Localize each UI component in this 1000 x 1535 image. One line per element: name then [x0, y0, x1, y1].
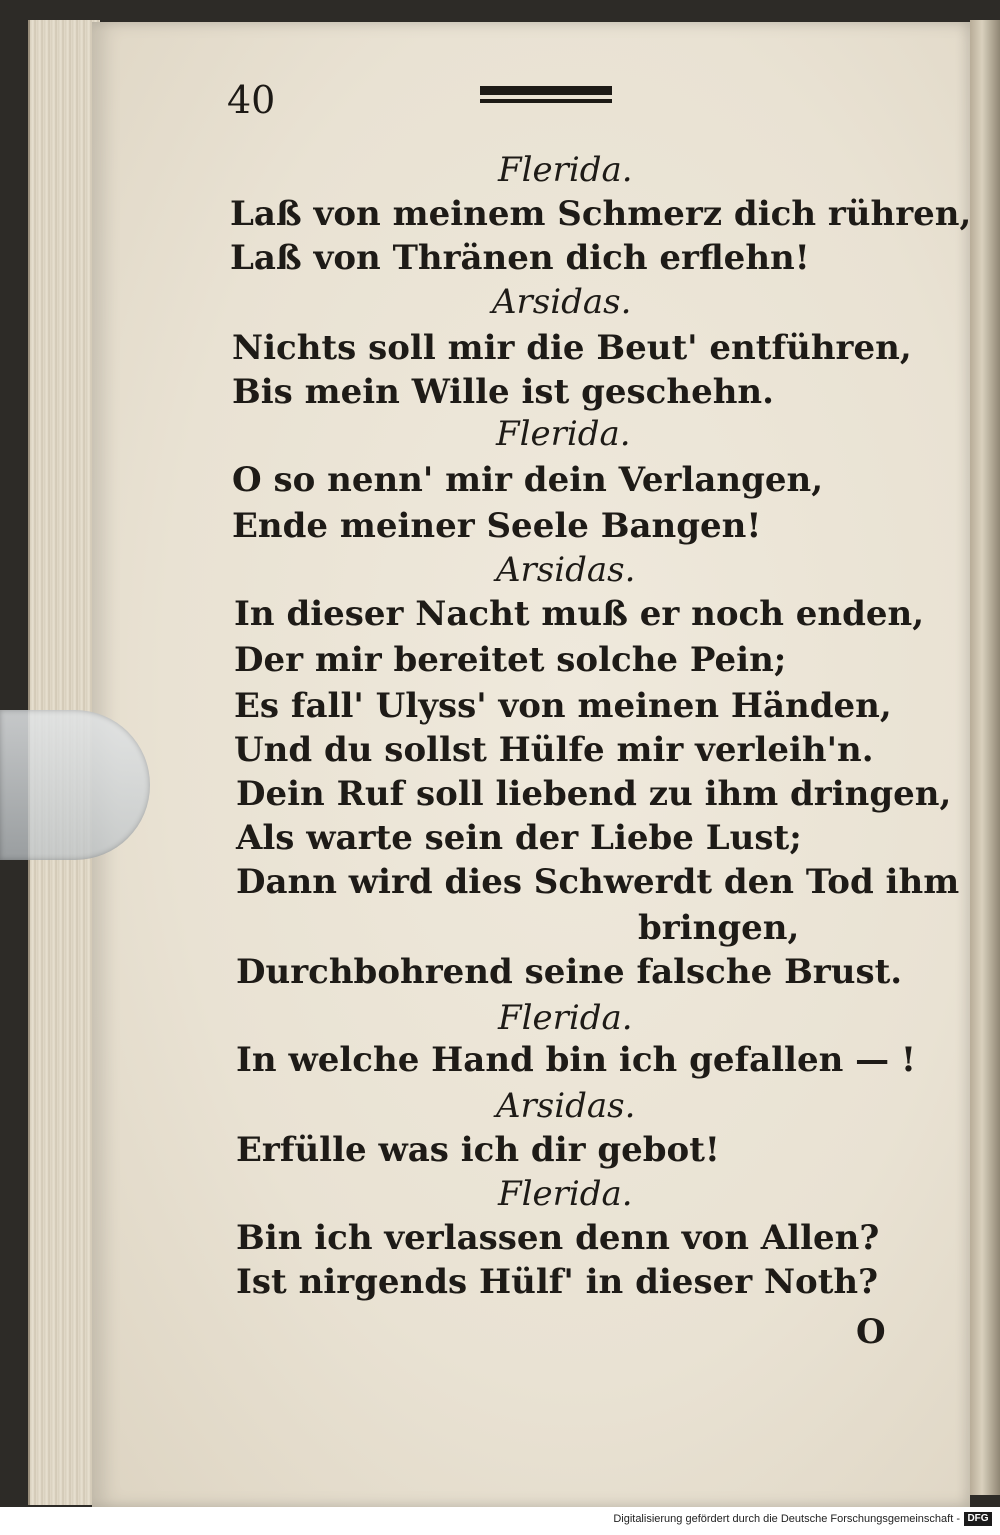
speaker-name: Arsidas. [492, 282, 632, 322]
verse-line: Bin ich verlassen denn von Allen? [236, 1218, 880, 1258]
verse-line: Und du sollst Hülfe mir verleih'n. [234, 730, 874, 770]
verse-line: Bis mein Wille ist geschehn. [232, 372, 774, 412]
verse-line: Dein Ruf soll liebend zu ihm dringen, [236, 774, 952, 814]
verse-line: Der mir bereitet solche Pein; [234, 640, 787, 680]
speaker-name: Arsidas. [496, 550, 636, 590]
speaker-name: Arsidas. [496, 1086, 636, 1126]
verse-line: Ist nirgends Hülf' in dieser Noth? [236, 1262, 879, 1302]
verse-line: Laß von Thränen dich erflehn! [230, 238, 810, 278]
header-rule-thin [480, 99, 612, 103]
verse-line: O so nenn' mir dein Verlangen, [232, 460, 824, 500]
page-number: 40 [227, 78, 276, 122]
verse-line: Durchbohrend seine falsche Brust. [236, 952, 903, 992]
verse-line: Dann wird dies Schwerdt den Tod ihm [236, 862, 960, 902]
speaker-name: Flerida. [498, 998, 633, 1038]
verse-line: Nichts soll mir die Beut' entführen, [232, 328, 912, 368]
speaker-name: Flerida. [496, 414, 631, 454]
catchword: O [856, 1312, 886, 1352]
speaker-name: Flerida. [498, 1174, 633, 1214]
dfg-logo: DFG [964, 1512, 992, 1526]
verse-line: Es fall' Ulyss' von meinen Händen, [234, 686, 892, 726]
verse-line: In dieser Nacht muß er noch enden, [234, 594, 925, 634]
verse-line: In welche Hand bin ich gefallen — ! [236, 1040, 916, 1080]
facing-page-edge [970, 20, 1000, 1495]
digitization-credit: Digitalisierung gefördert durch die Deutsche Forschungsgemeinschaft - [613, 1513, 960, 1525]
verse-line: Laß von meinem Schmerz dich rühren, [230, 194, 972, 234]
speaker-name: Flerida. [498, 150, 633, 190]
verse-line-continuation: bringen, [638, 908, 800, 948]
verse-line: Erfülle was ich dir gebot! [236, 1130, 720, 1170]
verse-line: Als warte sein der Liebe Lust; [236, 818, 802, 858]
header-rule-thick [480, 86, 612, 95]
clear-page-clip [0, 710, 150, 860]
verse-line: Ende meiner Seele Bangen! [232, 506, 762, 546]
header-rule [480, 86, 612, 108]
